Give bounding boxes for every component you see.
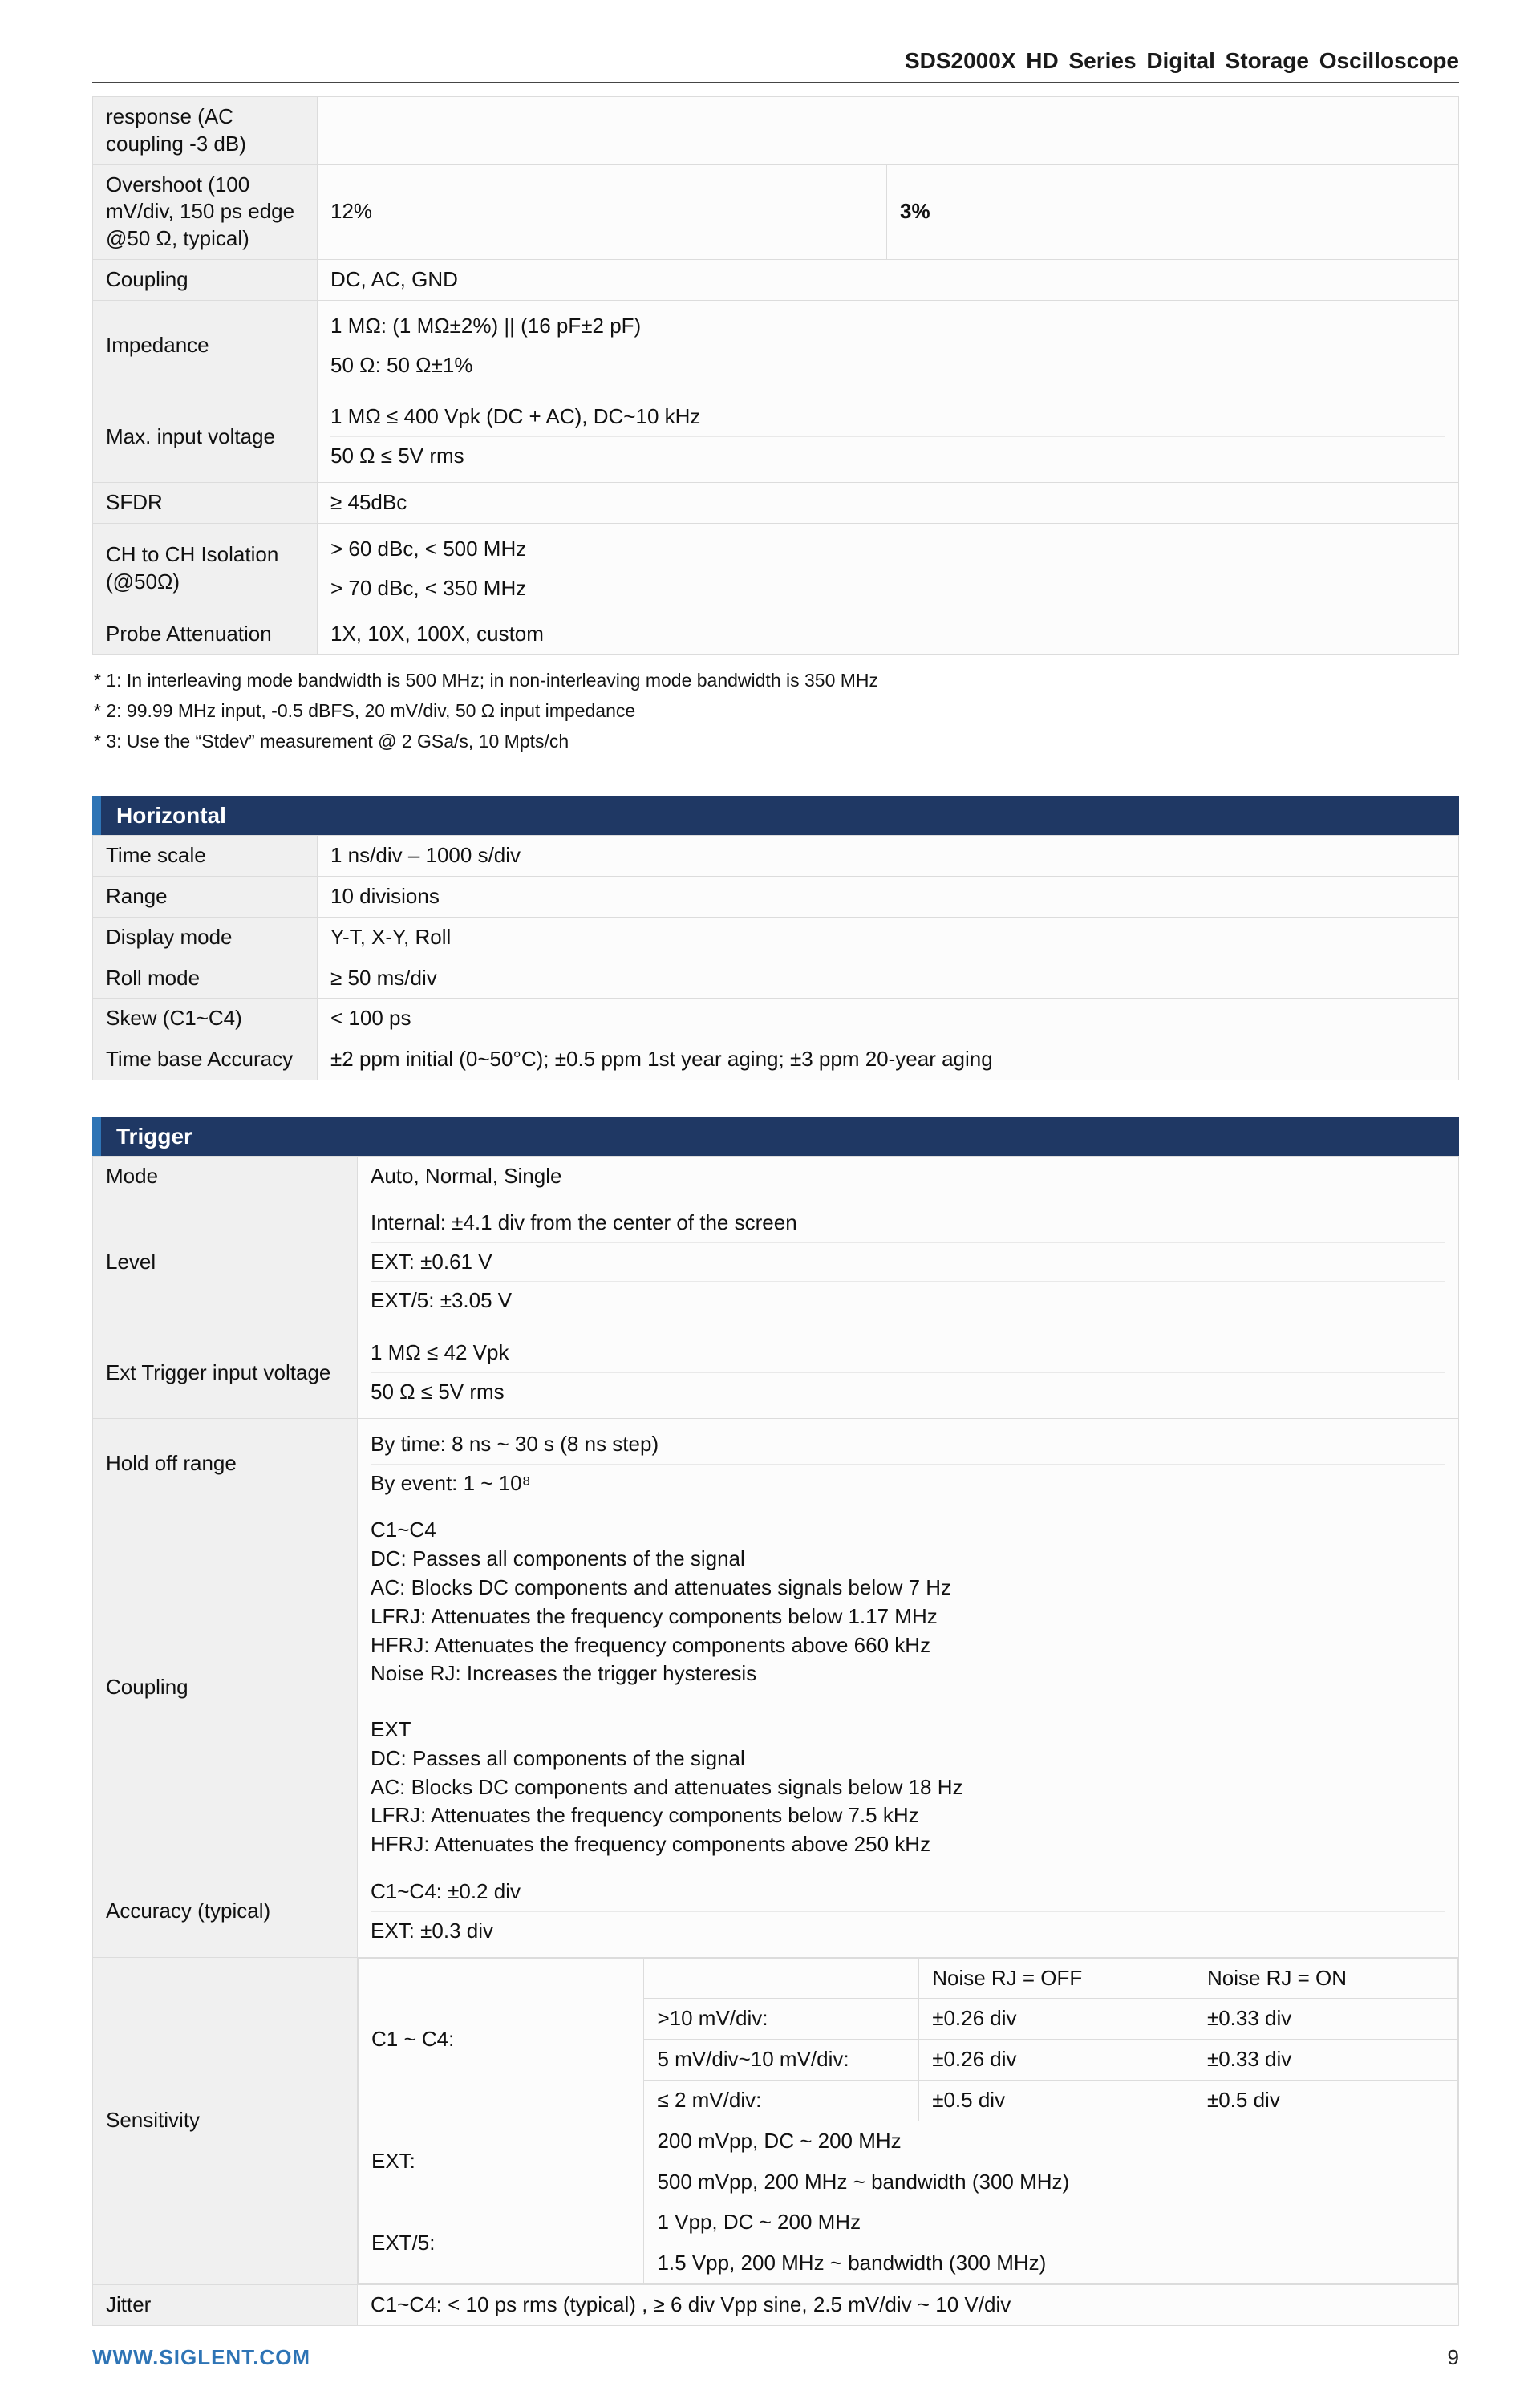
spec-line: AC: Blocks DC components and attenuates signals below 18 Hz (371, 1774, 963, 1799)
table-row (93, 1156, 1459, 1197)
sensitivity-off-value: ±0.26 div (919, 1999, 1194, 2040)
spec-line: LFRJ: Attenuates the frequency components below 1.17 MHz (371, 1603, 938, 1628)
spec-line: LFRJ: Attenuates the frequency components below 7.5 kHz (371, 1803, 919, 1828)
spec-line: By event: 1 ~ 10⁸ (371, 1464, 1445, 1503)
spec-value: C1~C4: < 10 ps rms (typical) , ≥ 6 div Vpp sine, 2.5 mV/div ~ 10 V/div (358, 2285, 1459, 2326)
table-row (93, 164, 1459, 259)
spec-label: Display mode (93, 917, 318, 958)
page-header-title: SDS2000X HD Series Digital Storage Oscilloscope (92, 48, 1459, 83)
spec-label: Sensitivity (93, 1957, 358, 2284)
noise-off-header: Noise RJ = OFF (919, 1958, 1194, 1999)
table-row (93, 999, 1459, 1039)
spec-line: C1~C4: ±0.2 div (371, 1879, 521, 1904)
spec-label: Roll mode (93, 958, 318, 999)
table-row (93, 523, 1459, 614)
sensitivity-c1c4-label: C1 ~ C4: (359, 1958, 644, 2121)
table-row (93, 1957, 1459, 2284)
spec-line: HFRJ: Attenuates the frequency components above 250 kHz (371, 1832, 931, 1857)
spec-value (318, 391, 1459, 483)
spec-line: 1 MΩ ≤ 400 Vpk (DC + AC), DC~10 kHz (330, 404, 701, 429)
spec-label: CH to CH Isolation (@50Ω) (93, 523, 318, 614)
spec-label: Time base Accuracy (93, 1039, 318, 1080)
spacer (371, 1688, 1445, 1716)
table-row (359, 2202, 1458, 2243)
table-row (359, 1958, 1458, 1999)
spec-line: > 60 dBc, < 500 MHz (330, 536, 527, 561)
spec-line: EXT: ±0.61 V (371, 1242, 1445, 1282)
spec-line: 50 Ω ≤ 5V rms (330, 436, 1445, 476)
spec-line: 50 Ω: 50 Ω±1% (330, 346, 1445, 385)
table-row (93, 1197, 1459, 1327)
spec-label: response (AC coupling -3 dB) (93, 97, 318, 165)
sensitivity-on-value: ±0.33 div (1194, 1999, 1457, 2040)
spec-label: Jitter (93, 2285, 358, 2326)
spec-value (318, 300, 1459, 391)
spec-line: Noise RJ: Increases the trigger hysteresis (371, 1661, 757, 1686)
table-row (93, 614, 1459, 655)
spec-value: ±2 ppm initial (0~50°C); ±0.5 ppm 1st year aging; ±3 ppm 20-year aging (318, 1039, 1459, 1080)
table-row (93, 1039, 1459, 1080)
spec-value: 10 divisions (318, 876, 1459, 917)
spec-value: 1X, 10X, 100X, custom (318, 614, 1459, 655)
section-accent (92, 796, 101, 835)
section-title: Trigger (116, 1123, 192, 1149)
channel-spec-table (92, 96, 1459, 655)
spec-label: Coupling (93, 1509, 358, 1866)
spec-value-right: 3% (887, 164, 1459, 259)
sensitivity-cell (358, 1957, 1459, 2284)
section-accent (92, 1117, 101, 1156)
table-row (93, 97, 1459, 165)
section-header-trigger (92, 1117, 1459, 1156)
spec-line: EXT: ±0.3 div (371, 1911, 1445, 1951)
spec-value: Y-T, X-Y, Roll (318, 917, 1459, 958)
table-row (93, 300, 1459, 391)
spec-value: < 100 ps (318, 999, 1459, 1039)
spec-label: Overshoot (100 mV/div, 150 ps edge @50 Ω, typical) (93, 164, 318, 259)
table-row (93, 1866, 1459, 1958)
spec-line: 50 Ω ≤ 5V rms (371, 1372, 1445, 1412)
sensitivity-off-value: ±0.26 div (919, 2040, 1194, 2081)
section-title: Horizontal (116, 803, 226, 829)
spec-value (358, 1866, 1459, 1958)
spec-label: Hold off range (93, 1418, 358, 1509)
spec-line: Internal: ±4.1 div from the center of the screen (371, 1210, 797, 1234)
sensitivity-ext5-label: EXT/5: (359, 2202, 644, 2284)
spec-line: C1~C4 (371, 1518, 436, 1542)
spec-label: Max. input voltage (93, 391, 318, 483)
spec-label: Accuracy (typical) (93, 1866, 358, 1958)
spec-label: Skew (C1~C4) (93, 999, 318, 1039)
sensitivity-ext-value: 500 mVpp, 200 MHz ~ bandwidth (300 MHz) (644, 2162, 1458, 2202)
spec-value (358, 1197, 1459, 1327)
sensitivity-condition: 5 mV/div~10 mV/div: (644, 2040, 919, 2081)
footnote-2: * 2: 99.99 MHz input, -0.5 dBFS, 20 mV/div, 50 Ω input impedance (94, 700, 636, 722)
horizontal-spec-table (92, 835, 1459, 1080)
footnote-3: * 3: Use the “Stdev” measurement @ 2 GSa/s, 10 Mpts/ch (94, 731, 569, 752)
sensitivity-on-value: ±0.33 div (1194, 2040, 1457, 2081)
trigger-spec-table (92, 1156, 1459, 2326)
spec-line: HFRJ: Attenuates the frequency components above 660 kHz (371, 1632, 931, 1657)
sensitivity-off-value: ±0.5 div (919, 2081, 1194, 2121)
sensitivity-table (358, 1958, 1458, 2284)
spec-value: 1 ns/div – 1000 s/div (318, 836, 1459, 877)
sensitivity-ext5-value: 1.5 Vpp, 200 MHz ~ bandwidth (300 MHz) (644, 2243, 1458, 2284)
spec-value: DC, AC, GND (318, 259, 1459, 300)
sensitivity-ext5-value: 1 Vpp, DC ~ 200 MHz (644, 2202, 1458, 2243)
spec-line: EXT/5: ±3.05 V (371, 1281, 1445, 1320)
spec-line: 1 MΩ ≤ 42 Vpk (371, 1340, 509, 1365)
spec-line: AC: Blocks DC components and attenuates signals below 7 Hz (371, 1574, 952, 1599)
table-row (93, 259, 1459, 300)
sensitivity-ext-label: EXT: (359, 2121, 644, 2202)
spec-label: Impedance (93, 300, 318, 391)
page-footer (92, 2326, 1459, 2370)
spec-line: EXT (371, 1717, 411, 1742)
footnote-1: * 1: In interleaving mode bandwidth is 500 MHz; in non-interleaving mode bandwidth is 350 MHz (94, 670, 879, 691)
sensitivity-condition: ≤ 2 mV/div: (644, 2081, 919, 2121)
spec-value: ≥ 45dBc (318, 482, 1459, 523)
spec-label: Level (93, 1197, 358, 1327)
table-row (93, 482, 1459, 523)
table-row (93, 1418, 1459, 1509)
sensitivity-on-value: ±0.5 div (1194, 2081, 1457, 2121)
spacer (92, 1080, 1459, 1114)
spec-line: By time: 8 ns ~ 30 s (8 ns step) (371, 1431, 659, 1456)
sensitivity-condition: >10 mV/div: (644, 1999, 919, 2040)
spec-value: ≥ 50 ms/div (318, 958, 1459, 999)
spec-label: Mode (93, 1156, 358, 1197)
page-number: 9 (1447, 2344, 1459, 2369)
spec-line: 1 MΩ: (1 MΩ±2%) || (16 pF±2 pF) (330, 313, 642, 338)
spec-value (358, 1327, 1459, 1419)
spec-line: > 70 dBc, < 350 MHz (330, 569, 1445, 608)
spec-line: DC: Passes all components of the signal (371, 1745, 745, 1770)
table-row (93, 2285, 1459, 2326)
spec-label: SFDR (93, 482, 318, 523)
noise-on-header: Noise RJ = ON (1194, 1958, 1457, 1999)
section-header-horizontal (92, 796, 1459, 835)
spec-value-left: 12% (318, 164, 887, 259)
spec-label: Ext Trigger input voltage (93, 1327, 358, 1419)
spec-value (358, 1418, 1459, 1509)
spec-line: DC: Passes all components of the signal (371, 1546, 745, 1571)
spec-label: Range (93, 876, 318, 917)
table-row (93, 1327, 1459, 1419)
table-row (93, 876, 1459, 917)
spec-value (318, 523, 1459, 614)
table-row (93, 391, 1459, 483)
spec-value: Auto, Normal, Single (358, 1156, 1459, 1197)
table-row (93, 917, 1459, 958)
sensitivity-ext-value: 200 mVpp, DC ~ 200 MHz (644, 2121, 1458, 2162)
spec-label: Time scale (93, 836, 318, 877)
table-row (93, 958, 1459, 999)
spec-label: Coupling (93, 259, 318, 300)
spec-value (358, 1509, 1459, 1866)
spec-value (318, 97, 1459, 165)
footnotes (94, 670, 1459, 761)
noise-header-blank (644, 1958, 919, 1999)
table-row (359, 2121, 1458, 2162)
table-row (93, 1509, 1459, 1866)
spec-label: Probe Attenuation (93, 614, 318, 655)
footer-website-link[interactable]: WWW.SIGLENT.COM (92, 2344, 311, 2369)
table-row (93, 836, 1459, 877)
